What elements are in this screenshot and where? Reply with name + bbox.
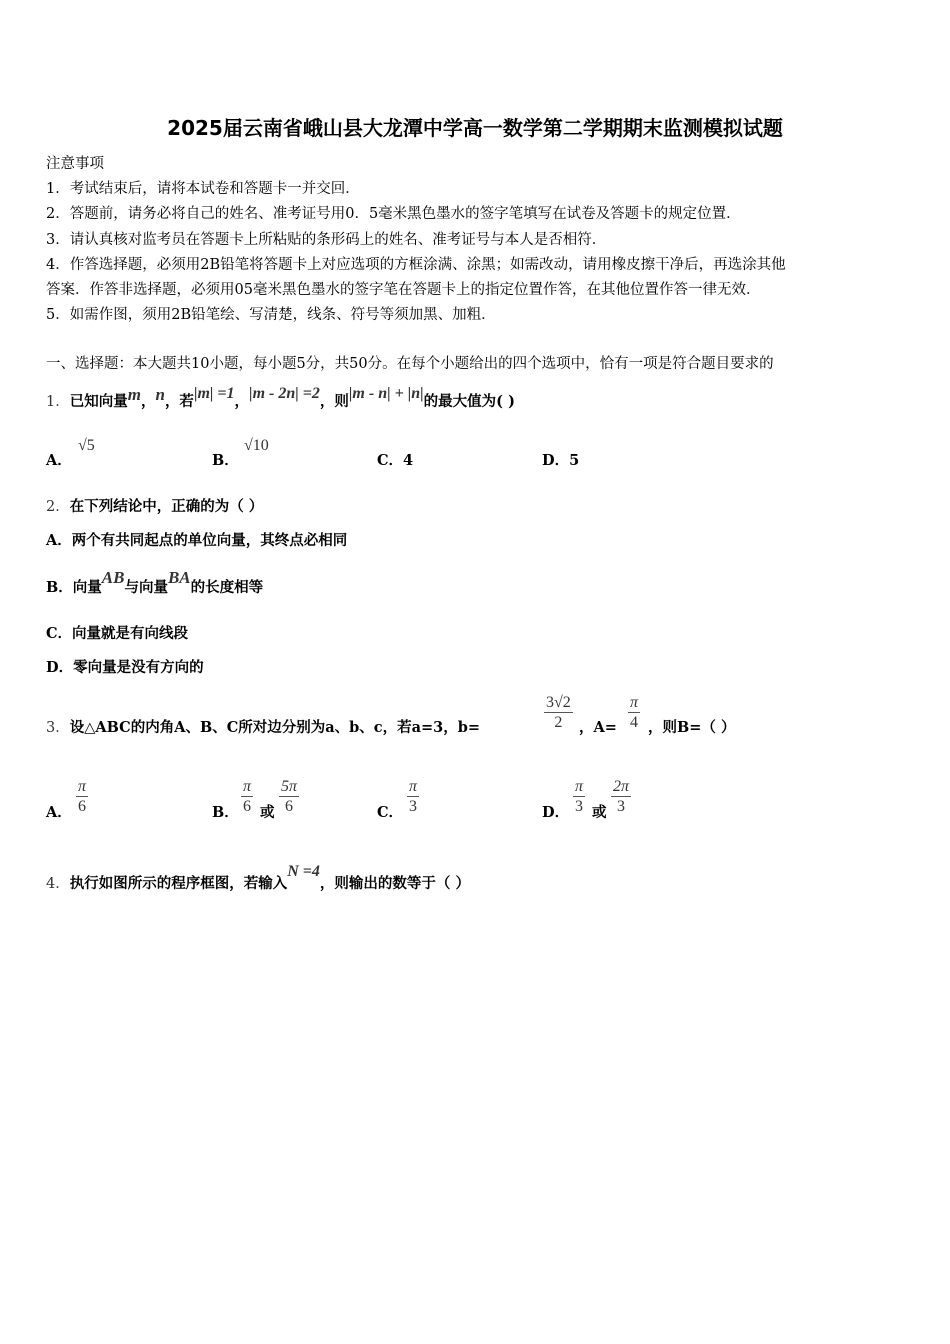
option-d: D． bbox=[542, 804, 570, 821]
option-c-fraction: π 3 bbox=[409, 778, 418, 815]
option-c: C． bbox=[377, 804, 404, 821]
notice-item: 2．答题前，请务必将自己的姓名、准考证号用0．5毫米黑色墨水的签字笔填写在试卷及答题卡的规定位置． bbox=[46, 206, 741, 222]
notice-item: 答案．作答非选择题，必须用05毫米黑色墨水的签字笔在答题卡上的指定位置作答，在其他位置作答一律无效． bbox=[46, 282, 761, 298]
question-4: 4．执行如图所示的程序框图，若输入N =4，则输出的数等于（ ） bbox=[46, 863, 470, 892]
option-d-fraction-2: 2π 3 bbox=[613, 778, 630, 815]
option-b-fraction-2: 5π 6 bbox=[281, 778, 298, 815]
vector-ab: AB bbox=[101, 568, 125, 587]
expression: |m - n| + |n| bbox=[348, 385, 424, 402]
option-d-fraction-1: π 3 bbox=[575, 778, 584, 815]
condition-1: |m| =1 bbox=[193, 385, 235, 402]
notice-heading: 注意事项 bbox=[46, 156, 104, 172]
notice-item: 4．作答选择题，必须用2B铅笔将答题卡上对应选项的方框涂满、涂黑；如需改动，请用橡皮擦干净后，再选涂其他 bbox=[46, 257, 786, 273]
option-b: B． bbox=[212, 804, 239, 821]
question-3: 3．设△ABC的内角A、B、C所对边分别为a、b、c，若a=3，b= bbox=[46, 719, 481, 736]
notice-item: 3．请认真核对监考员在答题卡上所粘贴的条形码上的姓名、准考证号与本人是否相符． bbox=[46, 232, 607, 248]
question-number: 1． bbox=[46, 394, 70, 410]
option-b-value: √10 bbox=[244, 437, 269, 454]
option-a-fraction: π 6 bbox=[78, 778, 87, 815]
notice-item: 1．考试结束后，请将本试卷和答题卡一并交回． bbox=[46, 181, 360, 197]
question-1: 1．已知向量m，n，若|m| =1，|m - 2n| =2，则|m - n| + |n|的最大值为( ) bbox=[46, 385, 515, 410]
option-b: B． bbox=[212, 452, 239, 469]
option-b: B．向量AB与向量BA的长度相等 bbox=[46, 568, 264, 596]
page-title: 2025届云南省峨山县大龙潭中学高一数学第二学期期末监测模拟试题 bbox=[167, 116, 783, 140]
option-a: A． bbox=[46, 452, 72, 469]
option-c: C．向量就是有向线段 bbox=[46, 625, 189, 642]
option-a: A．两个有共同起点的单位向量，其终点必相同 bbox=[46, 532, 348, 549]
option-b-fraction-1: π 6 bbox=[243, 778, 252, 815]
option-a-value: √5 bbox=[78, 437, 95, 454]
question-2: 2．在下列结论中，正确的为（ ） bbox=[46, 498, 264, 515]
fraction-a: π 4 bbox=[630, 694, 639, 731]
notice-item: 5．如需作图，须用2B铅笔绘、写清楚，线条、符号等须加黑、加粗． bbox=[46, 307, 496, 323]
input-expression: N =4 bbox=[287, 863, 320, 880]
section-header: 一、选择题：本大题共10小题，每小题5分，共50分。在每个小题给出的四个选项中，恰有一项是符合题目要求的 bbox=[46, 356, 774, 372]
option-d: D．5 bbox=[542, 452, 580, 469]
option-a: A． bbox=[46, 804, 72, 821]
condition-2: |m - 2n| =2 bbox=[249, 385, 320, 402]
fraction-b: 3√2 2 bbox=[546, 694, 571, 731]
option-c: C．4 bbox=[377, 452, 414, 469]
option-d: D．零向量是没有方向的 bbox=[46, 659, 204, 676]
vector-ba: BA bbox=[167, 568, 191, 587]
